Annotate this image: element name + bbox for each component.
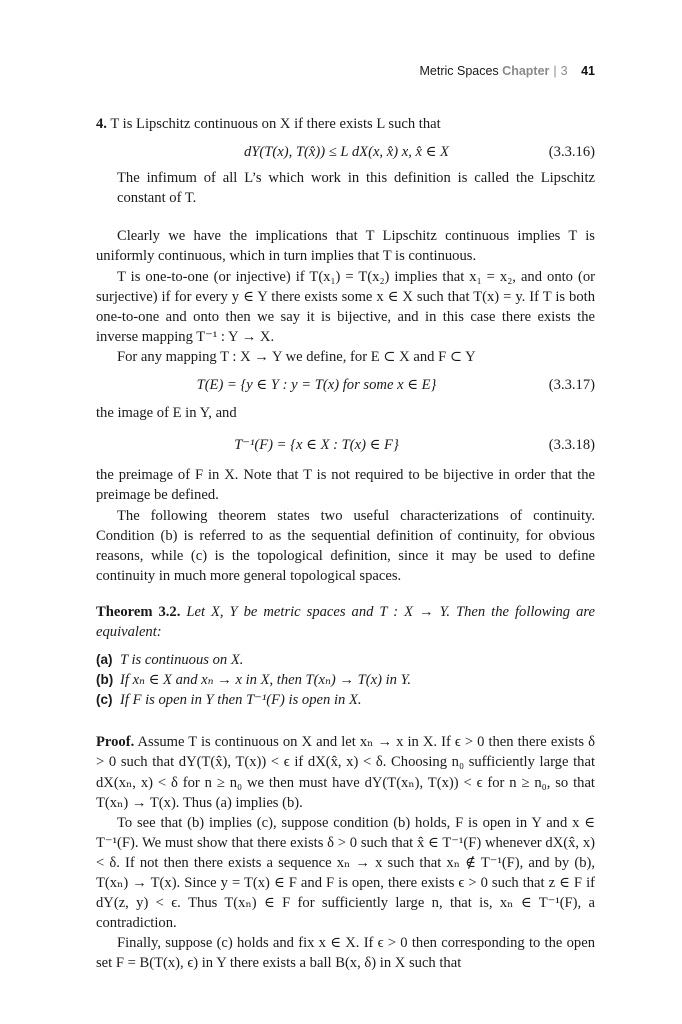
image-definition-text: the image of E in Y, and (96, 405, 237, 422)
condition-text: T is continuous on X. (120, 652, 244, 669)
page-number: 41 (581, 64, 595, 78)
item-4 (96, 114, 595, 134)
lipschitz-constant-text: The infimum of all L’s which work in this definition is called the Lipschitz constant of T. (117, 170, 595, 207)
proof-paragraph-2: To see that (b) implies (c), suppose condition (b) holds, F is open in Y and x ∈ T⁻¹(F). We must show that there exists δ > 0 such that x̂ ∈ T⁻¹(F) whenever dX(x̂, x) < δ. If not then there exists a sequence xₙ → x such that xₙ ∉ T⁻¹(F), and by (b), T(xₙ) → T(x). Since y = T(x) ∈ F and F is open, there exists ϵ > 0 such that z ∈ F if dY(z, y) < ϵ. Thus T(xₙ) ∈ F for sufficiently large n, that is, xₙ ∈ T⁻¹(F), a contradiction. (96, 814, 595, 932)
equation-3-3-18 (96, 435, 595, 455)
equation-3-3-16 (96, 142, 595, 162)
list-item (96, 670, 595, 690)
item-4-text: T is Lipschitz continuous on X if there exists L such that (110, 116, 441, 132)
equation-body: dY(T(x), T(x̂)) ≤ L dX(x, x̂) x, x̂ ∈ X (244, 144, 449, 161)
theorem-statement: Let X, Y be metric spaces and T : X → Y. Then the following are equivalent: (96, 603, 595, 640)
condition-text: If xₙ ∈ X and xₙ → x in X, then T(xₙ) → T(x) in Y. (120, 672, 412, 689)
equation-body: T⁻¹(F) = {x ∈ X : T(x) ∈ F} (234, 437, 399, 454)
equation-3-3-17 (96, 375, 595, 395)
theorem-conditions (96, 650, 595, 710)
condition-key: (c) (96, 692, 113, 708)
paragraph-preimage: the preimage of F in X. Note that T is not required to be bijective in order that the preimage be defined. (96, 467, 595, 504)
condition-key: (a) (96, 652, 113, 668)
condition-text: If F is open in Y then T⁻¹(F) is open in X. (120, 692, 362, 709)
paragraph-characterizations: The following theorem states two useful characterizations of continuity. Condition (b) is referred to as the sequential definition of continuity, for obvious reasons, while (c) is the topological definition, since it may be used to define continuity in much more general topological spaces. (96, 507, 595, 584)
condition-key: (b) (96, 672, 114, 688)
header-separator: | (553, 64, 557, 78)
equation-number: (3.3.18) (548, 437, 595, 454)
running-header (0, 63, 595, 79)
proof-label: Proof. (96, 734, 135, 751)
proof-text: Assume T is continuous on X and let xₙ → x in X. If ϵ > 0 then there exists δ > 0 such that dY(T(x̂), T(x)) < ϵ if dX(x̂, x) < δ. Choosing n₀ sufficiently large that dX(xₙ, x) < δ for n ≥ n₀ we then must have dY(T(xₙ), T(x)) < ϵ for n ≥ n₀, so that T(xₙ) → T(x). Thus (a) implies (b). (96, 734, 596, 811)
theorem-3-2 (96, 602, 595, 642)
list-item (96, 690, 595, 710)
proof-paragraph-3: Finally, suppose (c) holds and fix x ∈ X. If ϵ > 0 then corresponding to the open set F = B(T(x), ϵ) in Y there exists a ball B(x, δ) in X such that (96, 935, 595, 972)
paragraph-implications: Clearly we have the implications that T Lipschitz continuous implies T is uniformly continuous, which in turn implies that T is continuous. (96, 228, 595, 265)
item-4-label: 4. (96, 116, 107, 132)
header-title: Metric Spaces (419, 64, 499, 78)
paragraph-mapping: For any mapping T : X → Y we define, for E ⊂ X and F ⊂ Y (117, 348, 476, 365)
page-body (96, 114, 595, 973)
header-chapter: Chapter (502, 64, 550, 78)
list-item (96, 650, 595, 670)
equation-body: T(E) = {y ∈ Y : y = T(x) for some x ∈ E} (196, 377, 437, 394)
equation-number: (3.3.16) (548, 144, 595, 161)
header-section: 3 (560, 64, 568, 78)
paragraph-injective: T is one-to-one (or injective) if T(x₁) = T(x₂) implies that x₁ = x₂, and onto (or surjective) if for every y ∈ Y there exists some x ∈ X such that T(x) = y. If T is both one-to-one and onto then we say it is bijective, and in this case there exists the inverse mapping T⁻¹ : Y → X. (96, 268, 595, 345)
equation-number: (3.3.17) (548, 377, 595, 394)
theorem-label: Theorem 3.2. (96, 603, 181, 620)
proof-paragraph-1 (96, 732, 595, 812)
